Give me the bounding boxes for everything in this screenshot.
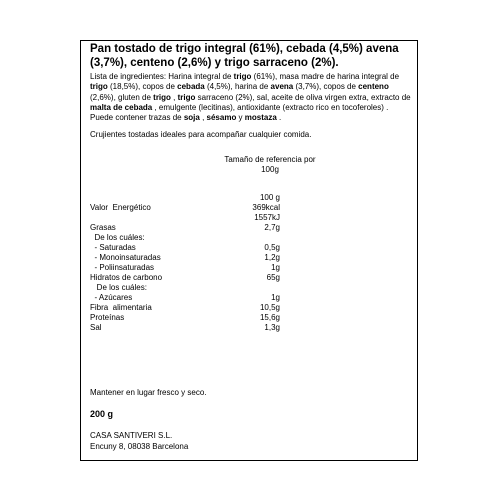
nutrient-value: 369kcal <box>252 203 280 212</box>
nutrition-row <box>90 313 280 323</box>
nutrition-row <box>90 233 280 243</box>
nutrient-value: 15,6g <box>259 313 280 322</box>
reference-size-line2: 100g <box>261 165 279 174</box>
product-tagline: Crujientes tostadas ideales para acompañar cualquier comida. <box>90 130 312 139</box>
allergen-highlight: trigo <box>177 92 196 102</box>
nutrition-row <box>90 263 280 273</box>
ingredients-text: (18,5%), copos de <box>107 82 178 92</box>
ingredients-text: , <box>199 113 207 123</box>
ingredients-list <box>90 72 412 123</box>
storage-instructions: Mantener en lugar fresco y seco. <box>90 388 207 397</box>
nutrient-label: Grasas <box>90 223 116 232</box>
nutrient-value: 1g <box>271 293 280 302</box>
ingredients-text: sarraceno (2%), sal, aceite de oliva virgen extra, extracto de <box>195 92 411 102</box>
nutrient-label: De los cuáles: <box>90 283 147 292</box>
nutrition-row <box>90 253 280 263</box>
nutrient-value: 10,5g <box>259 303 280 312</box>
nutrition-row <box>90 223 280 233</box>
nutrition-row <box>90 243 280 253</box>
nutrient-label: - Poliinsaturadas <box>90 263 155 272</box>
nutrient-label: Sal <box>90 323 102 332</box>
nutrient-value: 65g <box>266 273 280 282</box>
nutrition-row <box>90 193 280 203</box>
ingredients-text: (4,5%), harina de <box>204 82 271 92</box>
nutrient-label: - Monoinsaturadas <box>90 253 161 262</box>
nutrient-label: Hidratos de carbono <box>90 273 163 282</box>
nutrient-value: 1g <box>271 263 280 272</box>
ingredients-text: Lista de ingredientes: Harina integral de <box>90 72 234 81</box>
reference-size-heading <box>205 155 335 175</box>
net-weight: 200 g <box>90 409 114 419</box>
nutrient-label: - Azúcares <box>90 293 133 302</box>
company-address: Encuny 8, 08038 Barcelona <box>90 442 189 451</box>
allergen-highlight: centeno <box>358 82 389 92</box>
nutrient-label: Valor Energético <box>90 203 151 212</box>
allergen-highlight: malta de cebada <box>90 102 153 112</box>
ingredients-text: y <box>236 113 245 123</box>
allergen-highlight: cebada <box>177 82 205 92</box>
allergen-highlight: sésamo <box>206 113 237 123</box>
nutrient-label: De los cuáles: <box>90 233 145 242</box>
allergen-highlight: trigo <box>90 82 108 92</box>
ingredients-text: , <box>170 92 178 102</box>
nutrition-row <box>90 323 280 333</box>
nutrition-row <box>90 293 280 303</box>
allergen-highlight: mostaza <box>244 113 277 123</box>
nutrient-label: Fibra alimentaria <box>90 303 152 312</box>
ingredients-text: (3,7%), copos de <box>293 82 359 92</box>
nutrition-row <box>90 303 280 313</box>
nutrition-row <box>90 283 280 293</box>
nutrient-label: - Saturadas <box>90 243 136 252</box>
nutrition-row <box>90 273 280 283</box>
nutrition-row <box>90 203 280 213</box>
allergen-highlight: trigo <box>233 72 252 81</box>
reference-size-line1: Tamaño de referencia por <box>224 155 316 164</box>
nutrient-value: 1,2g <box>264 253 280 262</box>
allergen-highlight: soja <box>183 113 200 123</box>
nutrient-value: 0,5g <box>264 243 280 252</box>
ingredients-text: (61%), masa madre de harina integral de <box>251 72 400 81</box>
allergen-highlight: avena <box>270 82 294 92</box>
allergen-highlight: trigo <box>153 92 171 102</box>
product-title: Pan tostado de trigo integral (61%), cebada (4,5%) avena (3,7%), centeno (2,6%) y trigo sarraceno (2%). <box>90 43 399 69</box>
nutrient-label: Proteínas <box>90 313 125 322</box>
ingredients-text: , emulgente (lecitinas), antioxidante (extracto rico en tocoferoles) . Puede contener trazas de <box>90 102 389 123</box>
nutrition-row <box>90 213 280 223</box>
ingredients-text: (2,6%), gluten de <box>90 92 154 102</box>
nutrient-value: 1,3g <box>264 323 280 332</box>
company-name: CASA SANTIVERI S.L. <box>90 431 173 440</box>
nutrient-value: 2,7g <box>264 223 280 232</box>
nutrient-value: 1557kJ <box>254 213 280 222</box>
ingredients-text: . <box>276 113 282 123</box>
nutrient-value: 100 g <box>259 193 280 202</box>
